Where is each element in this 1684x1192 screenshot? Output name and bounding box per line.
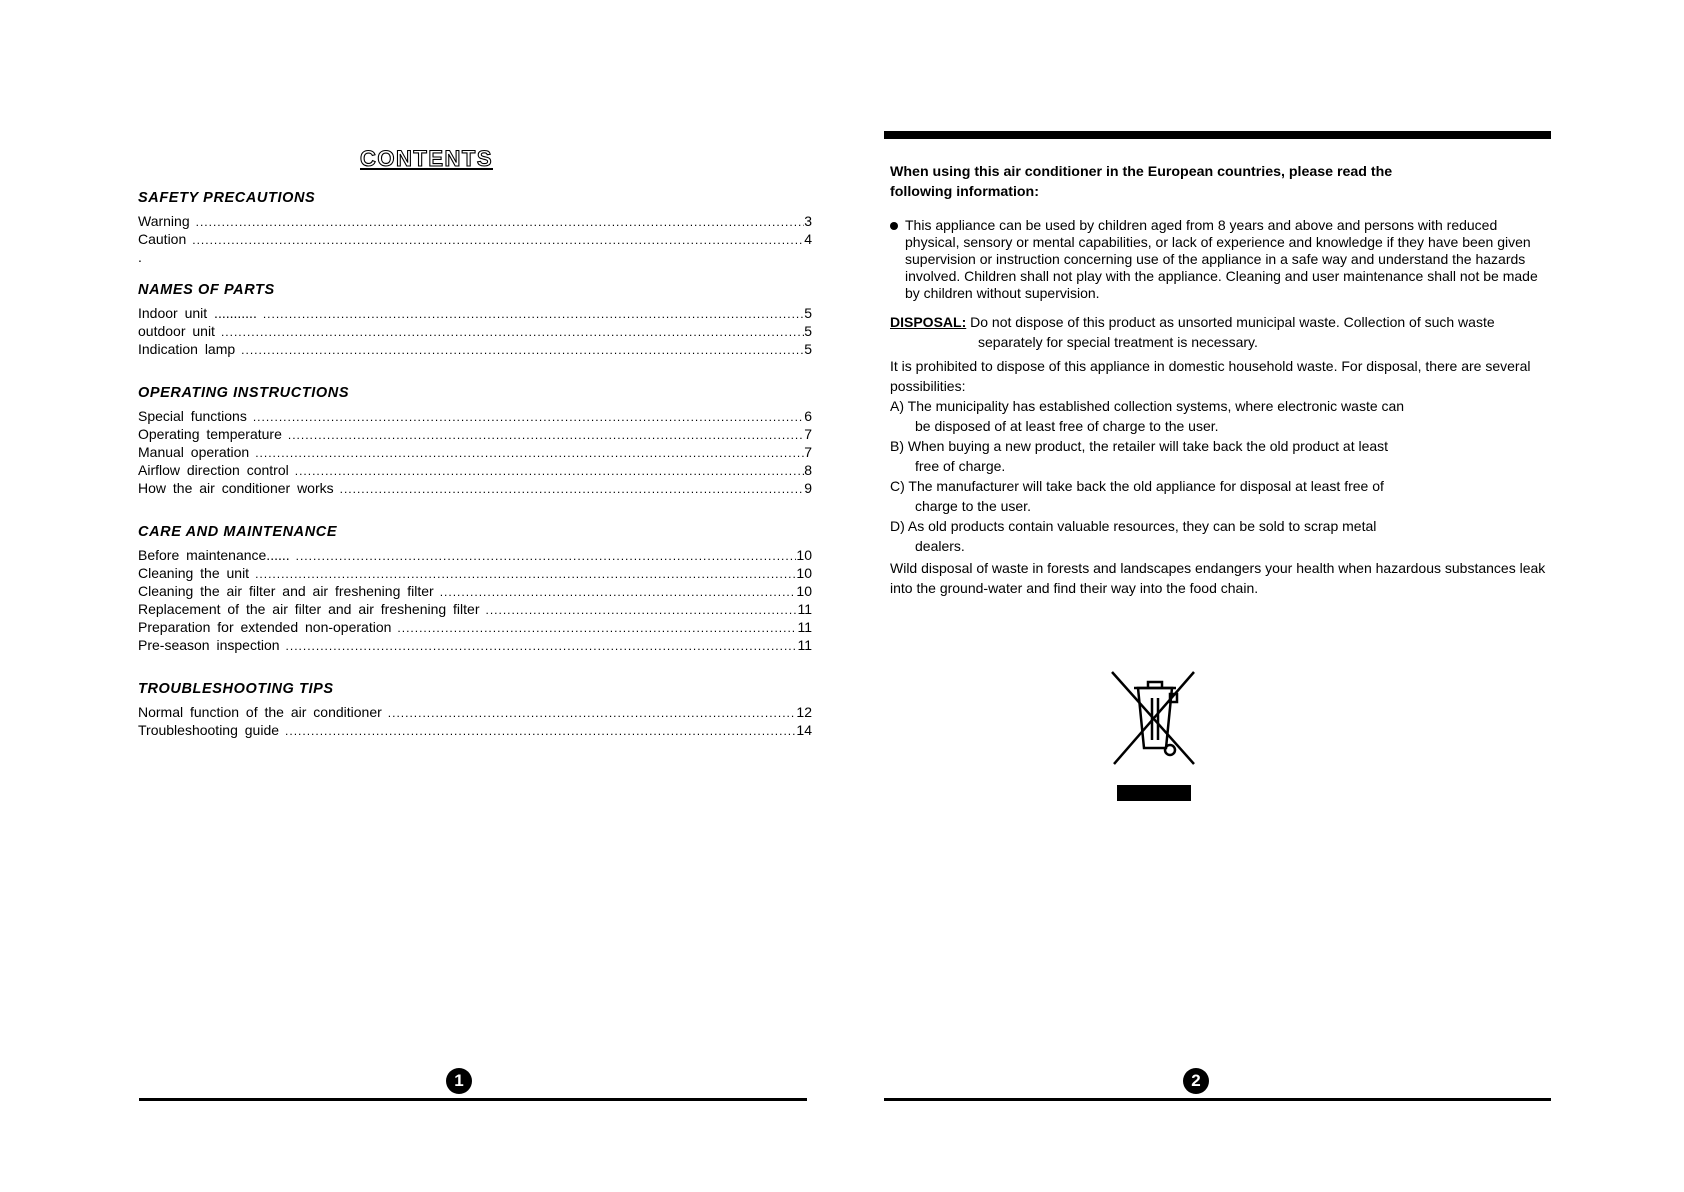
toc-entry-label: Replacement of the air filter and air freshening filter [138, 601, 480, 617]
toc-leader-dots [295, 463, 804, 480]
toc-entry-page: 11 [797, 601, 812, 617]
toc-leader-dots [388, 705, 797, 722]
bottom-rule-left [139, 1098, 807, 1101]
disposal-option [890, 396, 1550, 436]
page-number-2: 2 [1183, 1068, 1209, 1094]
toc-entry-page: 7 [804, 426, 812, 442]
toc-entry-label: Indoor unit ........... [138, 305, 257, 321]
toc-leader-dots [253, 409, 804, 426]
toc-entry-page: 5 [804, 323, 812, 339]
toc-leader-dots [440, 584, 797, 601]
toc-entry[interactable] [138, 462, 812, 480]
toc-entry-label: Airflow direction control [138, 462, 289, 478]
toc-section-heading: SAFETY PRECAUTIONS [138, 190, 316, 206]
toc-leader-dots [288, 427, 804, 444]
disposal-option-cont: charge to the user. [915, 498, 1031, 514]
disposal-option-line: B) When buying a new product, the retailer will take back the old product at least [890, 438, 1389, 454]
bullet-text: This appliance can be used by children aged from 8 years and above and persons with reduced physical, sensory or mental capabilities, or lack of experience and knowledge if they have been given supervision or instruction concerning use of the appliance in a safe way and understand the hazards involved. Children shall not play with the appliance. Cleaning and user maintenance shall not be made by children without supervision. [905, 217, 1538, 301]
toc-entry-label: Normal function of the air conditioner [138, 704, 382, 720]
toc-entry[interactable] [138, 408, 812, 426]
toc-leader-dots [340, 481, 805, 498]
toc-entry[interactable] [138, 323, 812, 341]
disposal-option [890, 476, 1550, 516]
intro-heading: When using this air conditioner in the European countries, please read the following information: [890, 164, 1393, 200]
toc-entry[interactable] [138, 480, 812, 498]
toc-leader-dots [241, 342, 804, 359]
toc-section [138, 190, 812, 266]
toc-stray-mark: . [138, 249, 142, 265]
disposal-option [890, 436, 1550, 476]
toc-entry-page: 10 [796, 583, 812, 599]
bottom-rule-right [884, 1098, 1551, 1101]
disposal-option-line: D) As old products contain valuable resources, they can be sold to scrap metal [890, 518, 1377, 534]
toc-entry-label: Indication lamp [138, 341, 236, 357]
toc-entry[interactable] [138, 547, 812, 565]
toc-section [138, 282, 812, 359]
toc-entry[interactable] [138, 583, 812, 601]
toc-entry-page: 3 [804, 213, 812, 229]
toc-leader-dots [263, 306, 804, 323]
toc-leader-dots [255, 566, 796, 583]
toc-section [138, 681, 812, 740]
disposal-text: Do not dispose of this product as unsorted municipal waste. Collection of such waste [970, 314, 1495, 330]
crossed-out-wheelie-bin-icon [1108, 668, 1198, 768]
toc-entry[interactable] [138, 722, 812, 740]
toc-leader-dots [221, 324, 804, 341]
right-page [842, 0, 1684, 1192]
toc-leader-dots [192, 232, 804, 249]
toc-leader-dots [486, 602, 798, 619]
toc-entry[interactable] [138, 565, 812, 583]
toc-leader-dots [296, 548, 797, 565]
disposal-option-line: C) The manufacturer will take back the old appliance for disposal at least free of [890, 478, 1384, 494]
wild-disposal-paragraph: Wild disposal of waste in forests and landscapes endangers your health when hazardous substances leak into the ground-water and find their way into the food chain. [890, 560, 1546, 596]
toc-entry[interactable] [138, 637, 812, 655]
bullet-paragraph [890, 217, 1550, 302]
toc-section-heading: TROUBLESHOOTING TIPS [138, 681, 334, 697]
toc-entry-label: Pre-season inspection [138, 637, 280, 653]
toc-entry-page: 11 [797, 637, 812, 653]
disposal-options-list [890, 396, 1550, 556]
disposal-block [890, 312, 1550, 352]
disposal-text-cont: separately for special treatment is necessary. [978, 334, 1258, 350]
toc-section-heading: CARE AND MAINTENANCE [138, 524, 338, 540]
toc-entry-page: 5 [804, 341, 812, 357]
toc-entry-page: 12 [796, 704, 812, 720]
toc-entry-label: Preparation for extended non-operation [138, 619, 392, 635]
toc-entry-page: 10 [796, 547, 812, 563]
toc-section-heading: OPERATING INSTRUCTIONS [138, 385, 350, 401]
toc-entry[interactable] [138, 213, 812, 231]
toc-entry[interactable] [138, 341, 812, 359]
top-bar [884, 131, 1551, 139]
table-of-contents [138, 190, 812, 740]
disposal-option-cont: free of charge. [915, 458, 1006, 474]
page-number-1: 1 [446, 1068, 472, 1094]
toc-entry[interactable] [138, 444, 812, 462]
toc-entry-label: Troubleshooting guide [138, 722, 280, 738]
toc-entry-page: 6 [804, 408, 812, 424]
toc-leader-dots [397, 620, 797, 637]
toc-entry-page: 11 [797, 619, 812, 635]
toc-entry[interactable] [138, 426, 812, 444]
toc-entry-page: 4 [804, 231, 812, 247]
toc-entry-page: 7 [804, 444, 812, 460]
toc-entry[interactable] [138, 619, 812, 637]
contents-title: CONTENTS [360, 146, 493, 171]
prohibited-paragraph: It is prohibited to dispose of this appliance in domestic household waste. For disposal, there are several possibilities: [890, 358, 1531, 394]
toc-section [138, 524, 812, 655]
toc-entry-page: 10 [796, 565, 812, 581]
toc-entry-label: Manual operation [138, 444, 250, 460]
toc-entry-label: Caution [138, 231, 187, 247]
toc-leader-dots [196, 214, 805, 231]
toc-entry-page: 8 [804, 462, 812, 478]
toc-section-heading: NAMES OF PARTS [138, 282, 275, 298]
toc-section [138, 385, 812, 498]
disposal-option-cont: dealers. [915, 538, 965, 554]
toc-entry-label: Special functions [138, 408, 247, 424]
disposal-option-cont: be disposed of at least free of charge to the user. [915, 418, 1219, 434]
toc-entry[interactable] [138, 601, 812, 619]
toc-entry-page: 14 [796, 722, 812, 738]
disposal-label: DISPOSAL: [890, 314, 967, 330]
toc-leader-dots [286, 638, 798, 655]
toc-entry-label: outdoor unit [138, 323, 215, 339]
toc-leader-dots [255, 445, 804, 462]
toc-leader-dots [285, 723, 796, 740]
disposal-option-line: A) The municipality has established collection systems, where electronic waste can [890, 398, 1405, 414]
weee-black-bar [1117, 785, 1191, 801]
toc-entry-page: 5 [804, 305, 812, 321]
toc-entry-label: Cleaning the unit [138, 565, 250, 581]
bullet-icon [890, 222, 898, 230]
toc-entry-label: Cleaning the air filter and air freshening filter [138, 583, 434, 599]
disposal-option [890, 516, 1550, 556]
toc-entry[interactable] [138, 704, 812, 722]
toc-entry-label: How the air conditioner works [138, 480, 334, 496]
toc-entry[interactable] [138, 231, 812, 249]
toc-entry-label: Before maintenance...... [138, 547, 290, 563]
toc-entry[interactable] [138, 305, 812, 323]
toc-entry-label: Warning [138, 213, 190, 229]
toc-entry-page: 9 [804, 480, 812, 496]
toc-entry-label: Operating temperature [138, 426, 282, 442]
